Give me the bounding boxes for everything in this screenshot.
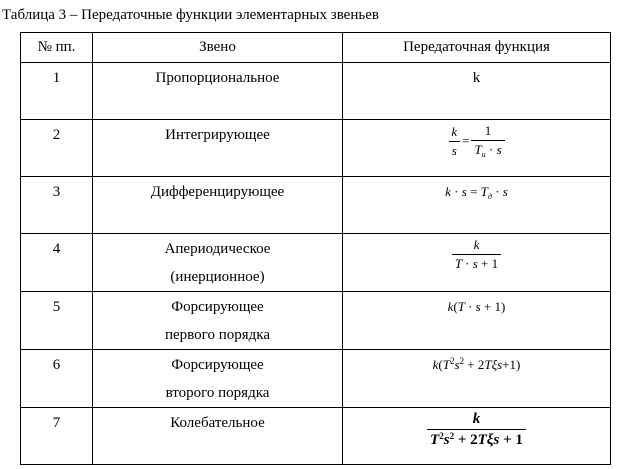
table-row	[21, 408, 611, 465]
table-row	[21, 350, 611, 408]
table-row	[21, 177, 611, 234]
row-link-name: Форсирующее второго порядка	[93, 350, 343, 408]
row-number: 7	[21, 408, 93, 465]
table-row	[21, 234, 611, 292]
row-formula: $\frac{k}{T \cdot s + 1}$	[343, 234, 611, 292]
table-row	[21, 120, 611, 177]
row-number: 3	[21, 177, 93, 234]
row-link-name: Дифференцирующее	[93, 177, 343, 234]
row-link-name: Интегрирующее	[93, 120, 343, 177]
header-transfer-function: Передаточная функция	[343, 33, 611, 63]
row-link-name: Колебательное	[93, 408, 343, 465]
row-link-name: Форсирующее первого порядка	[93, 292, 343, 350]
row-number: 4	[21, 234, 93, 292]
row-number: 5	[21, 292, 93, 350]
header-number: № пп.	[21, 33, 93, 63]
row-formula: $\frac{k}{T^2s^2 + 2T\xi s + 1}$	[343, 408, 611, 465]
row-number: 2	[21, 120, 93, 177]
transfer-functions-table	[20, 32, 611, 465]
table-row	[21, 292, 611, 350]
row-number: 1	[21, 63, 93, 120]
row-link-name: Апериодическое (инерционное)	[93, 234, 343, 292]
row-formula: $k(T^2s^2 + 2T\xi s+1)$	[343, 350, 611, 408]
row-formula: k(T · s + 1)	[343, 292, 611, 350]
table-header-row	[21, 33, 611, 63]
row-formula: k	[343, 63, 611, 120]
row-formula: $\frac{k}{s}$ = $\frac{1}{T_и \cdot s}$	[343, 120, 611, 177]
header-link: Звено	[93, 33, 343, 63]
table-caption: Таблица 3 – Передаточные функции элементарных звеньев	[2, 7, 379, 23]
row-link-name: Пропорциональное	[93, 63, 343, 120]
row-formula: $k \cdot s = T_д \cdot s$	[343, 177, 611, 234]
row-number: 6	[21, 350, 93, 408]
table-row	[21, 63, 611, 120]
